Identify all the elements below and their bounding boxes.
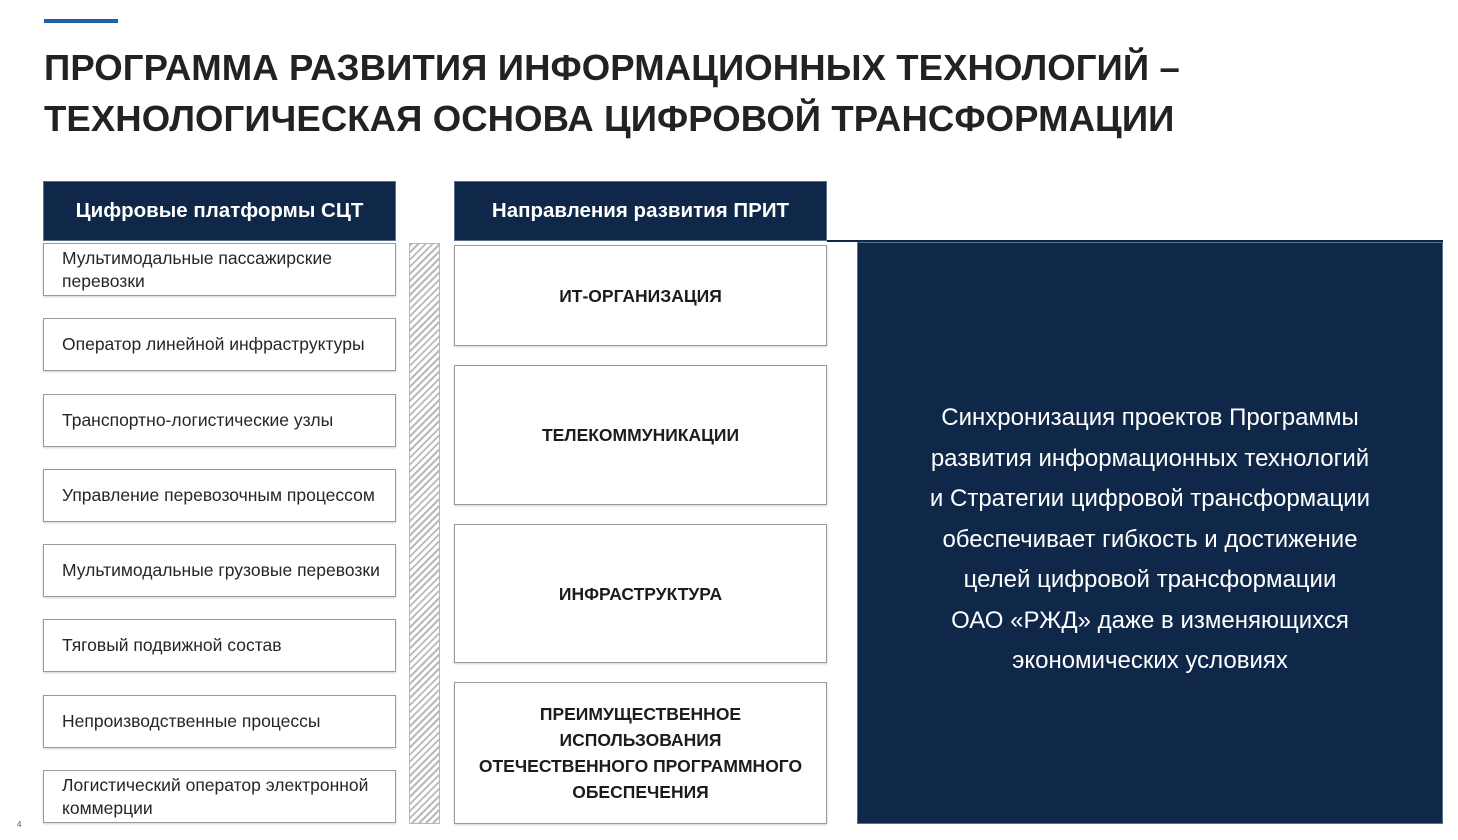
page-title-line-2: ТЕХНОЛОГИЧЕСКАЯ ОСНОВА ЦИФРОВОЙ ТРАНСФОРМАЦИИ bbox=[44, 98, 1175, 139]
platform-item: Непроизводственные процессы bbox=[43, 695, 396, 748]
info-line: и Стратегии цифровой трансформации bbox=[929, 485, 1371, 513]
info-line: обеспечивает гибкость и достижение bbox=[942, 525, 1358, 553]
platform-item: Логистический оператор электронной коммерции bbox=[43, 770, 396, 823]
direction-item: ПРЕИМУЩЕСТВЕННОЕ ИСПОЛЬЗОВАНИЯ ОТЕЧЕСТВЕННОГО ПРОГРАММНОГО ОБЕСПЕЧЕНИЯ bbox=[454, 682, 827, 824]
directions-header: Направления развития ПРИТ bbox=[454, 181, 827, 241]
page-number: 4 bbox=[17, 820, 22, 829]
synchronization-panel bbox=[857, 242, 1443, 824]
direction-item: ТЕЛЕКОММУНИКАЦИИ bbox=[454, 365, 827, 505]
direction-item: ИНФРАСТРУКТУРА bbox=[454, 524, 827, 663]
info-line: Синхронизация проектов Программы bbox=[941, 404, 1359, 432]
hatched-connector-bar bbox=[409, 243, 440, 824]
platform-item: Мультимодальные грузовые перевозки bbox=[43, 544, 396, 597]
page-title-line-1: ПРОГРАММА РАЗВИТИЯ ИНФОРМАЦИОННЫХ ТЕХНОЛОГИЙ – bbox=[44, 47, 1180, 88]
info-line: ОАО «РЖД» даже в изменяющихся bbox=[951, 606, 1349, 634]
info-line: развития информационных технологий bbox=[930, 444, 1370, 472]
platform-item: Мультимодальные пассажирские перевозки bbox=[43, 243, 396, 296]
title-accent-line bbox=[44, 19, 118, 23]
platform-item: Тяговый подвижной состав bbox=[43, 619, 396, 672]
direction-item: ИТ-ОРГАНИЗАЦИЯ bbox=[454, 245, 827, 346]
platform-item: Оператор линейной инфраструктуры bbox=[43, 318, 396, 371]
synchronization-text bbox=[930, 398, 1370, 682]
platform-item: Управление перевозочным процессом bbox=[43, 469, 396, 522]
platform-item: Транспортно-логистические узлы bbox=[43, 394, 396, 447]
page-title bbox=[44, 42, 1424, 144]
platforms-header: Цифровые платформы СЦТ bbox=[43, 181, 396, 241]
info-line: экономических условиях bbox=[1012, 647, 1288, 675]
info-line: целей цифровой трансформации bbox=[963, 566, 1337, 594]
